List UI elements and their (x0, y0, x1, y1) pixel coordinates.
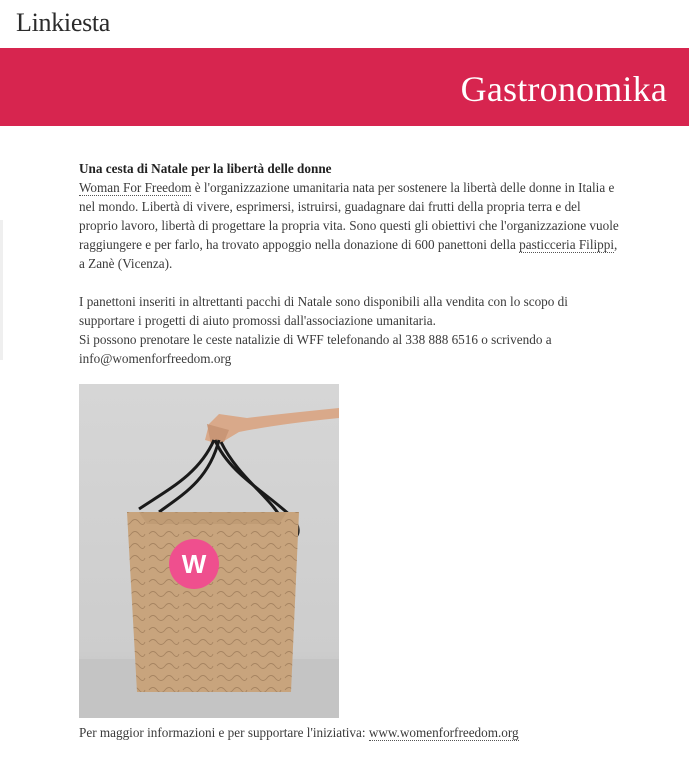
left-edge-decoration (0, 220, 3, 360)
paragraph-1-tail: , a Zanè (Vicenza). (79, 237, 618, 271)
bag-top-fold (139, 512, 287, 524)
pasticceria-filippi-link[interactable]: pasticceria Filippi (519, 237, 615, 252)
top-bar (0, 0, 689, 48)
article-paragraph-2: I panettoni inseriti in altrettanti pacchi di Natale sono disponibili alla vendita con lo scopo di supportare i progetti di aiuto promossi dall'associazione umanitaria. (79, 294, 568, 328)
womenforfreedom-link[interactable]: www.womenforfreedom.org (368, 725, 519, 740)
caption-text: Per maggior informazioni e per supportare l'iniziativa: (79, 725, 369, 740)
w-badge-letter: W (181, 549, 207, 579)
photo-caption (79, 723, 639, 742)
section-banner (0, 48, 689, 126)
bag-pattern (127, 512, 299, 692)
article-paragraph-3: Si possono prenotare le ceste natalizie di WFF telefonando al 338 888 6516 o scrivendo a info@womenforfreedom.org (79, 332, 552, 366)
article-photo (79, 384, 339, 718)
site-logo[interactable]: Linkiesta (16, 8, 111, 37)
article-paragraph-1 (79, 178, 619, 273)
article-headline: Una cesta di Natale per la libertà delle donne (79, 161, 332, 176)
paragraph-gap (79, 273, 619, 292)
section-title[interactable]: Gastronomika (460, 69, 667, 109)
gift-bag-illustration (79, 384, 339, 718)
paragraph-1-text: è l'organizzazione umanitaria nata per sostenere la libertà delle donne in Italia e nel mondo. Libertà di vivere, esprimersi, istruirsi, guadagnare dai frutti della propria terra e del proprio lavoro, libertà di progettare la propria vita. Sono questi gli obiettivi che l'organizzazione vuole raggiungere e per farlo, ha trovato appoggio nella donazione di 600 panettoni della (79, 180, 619, 252)
woman-for-freedom-link[interactable]: Woman For Freedom (79, 180, 192, 195)
article-body (79, 159, 619, 368)
